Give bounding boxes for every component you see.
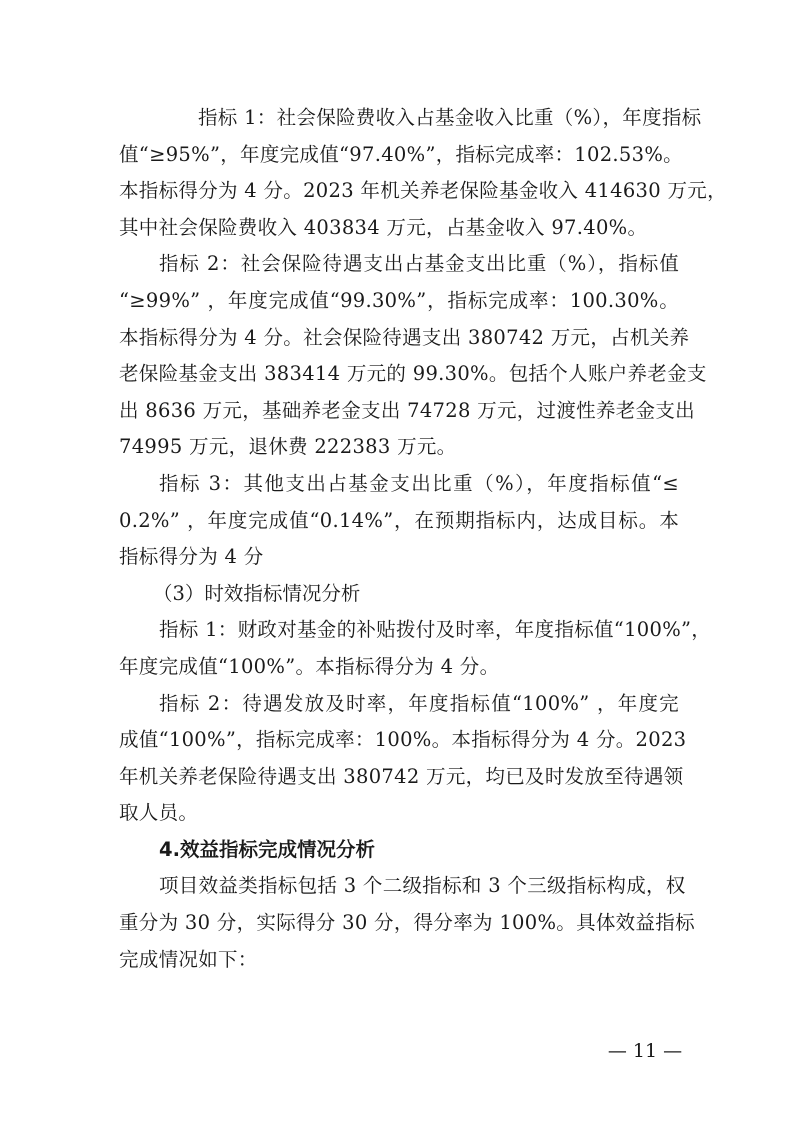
page-number: — 11 — <box>607 1040 683 1062</box>
text-line: 年机关养老保险待遇支出 380742 万元，均已及时发放至待遇领 <box>119 764 684 788</box>
text-line: 本指标得分为 4 分。社会保险待遇支出 380742 万元，占机关养 <box>119 325 690 349</box>
paragraph-benefit-summary <box>119 868 695 978</box>
text-line: 取人员。 <box>119 801 199 825</box>
text-line: 成值“100%”，指标完成率：100%。本指标得分为 4 分。2023 <box>119 728 687 752</box>
text-line: 指标 2：社会保险待遇支出占基金支出比重（%），指标值 <box>159 252 679 276</box>
page-content <box>119 100 727 978</box>
text-line: 指标 3：其他支出占基金支出比重（%），年度指标值“≤ <box>159 471 679 495</box>
text-line: 年度完成值“100%”。本指标得分为 4 分。 <box>119 654 500 678</box>
text-line: 项目效益类指标包括 3 个二级指标和 3 个三级指标构成，权 <box>159 874 686 898</box>
section-subheading: （3）时效指标情况分析 <box>153 581 361 605</box>
section-heading: 4.效益指标完成情况分析 <box>159 837 375 861</box>
paragraph-indicator-2 <box>119 246 707 466</box>
text-line: 本指标得分为 4 分。2023 年机关养老保险基金收入 414630 万元， <box>119 179 727 203</box>
text-line: 出 8636 万元，基础养老金支出 74728 万元，过渡性养老金支出 <box>119 398 695 422</box>
text-line: “≥99%” ，年度完成值“99.30%”，指标完成率：100.30%。 <box>119 288 679 312</box>
paragraph-indicator-1 <box>119 100 727 246</box>
text-line: 重分为 30 分，实际得分 30 分，得分率为 100%。具体效益指标 <box>119 911 695 935</box>
paragraph-indicator-3 <box>119 466 679 576</box>
text-line: 指标得分为 4 分 <box>119 545 264 569</box>
paragraph-timeliness-1 <box>119 612 712 685</box>
text-line: 74995 万元，退休费 222383 万元。 <box>119 435 457 459</box>
text-line: 老保险基金支出 383414 万元的 99.30%。包括个人账户养老金支 <box>119 362 707 386</box>
text-line: 完成情况如下： <box>119 947 258 971</box>
text-line: 指标 1：社会保险费收入占基金收入比重（%），年度指标 <box>198 106 702 129</box>
text-line: 其中社会保险费收入 403834 万元，占基金收入 97.40%。 <box>119 215 648 239</box>
text-line: 指标 2：待遇发放及时率，年度指标值“100%” ，年度完 <box>159 691 679 715</box>
text-line: 值“≥95%”，年度完成值“97.40%”，指标完成率：102.53%。 <box>119 142 683 166</box>
paragraph-timeliness-2 <box>119 686 687 832</box>
text-line: 0.2%” ，年度完成值“0.14%”，在预期指标内，达成目标。本 <box>119 508 679 532</box>
text-line: 指标 1：财政对基金的补贴拨付及时率，年度指标值“100%”， <box>159 618 712 642</box>
